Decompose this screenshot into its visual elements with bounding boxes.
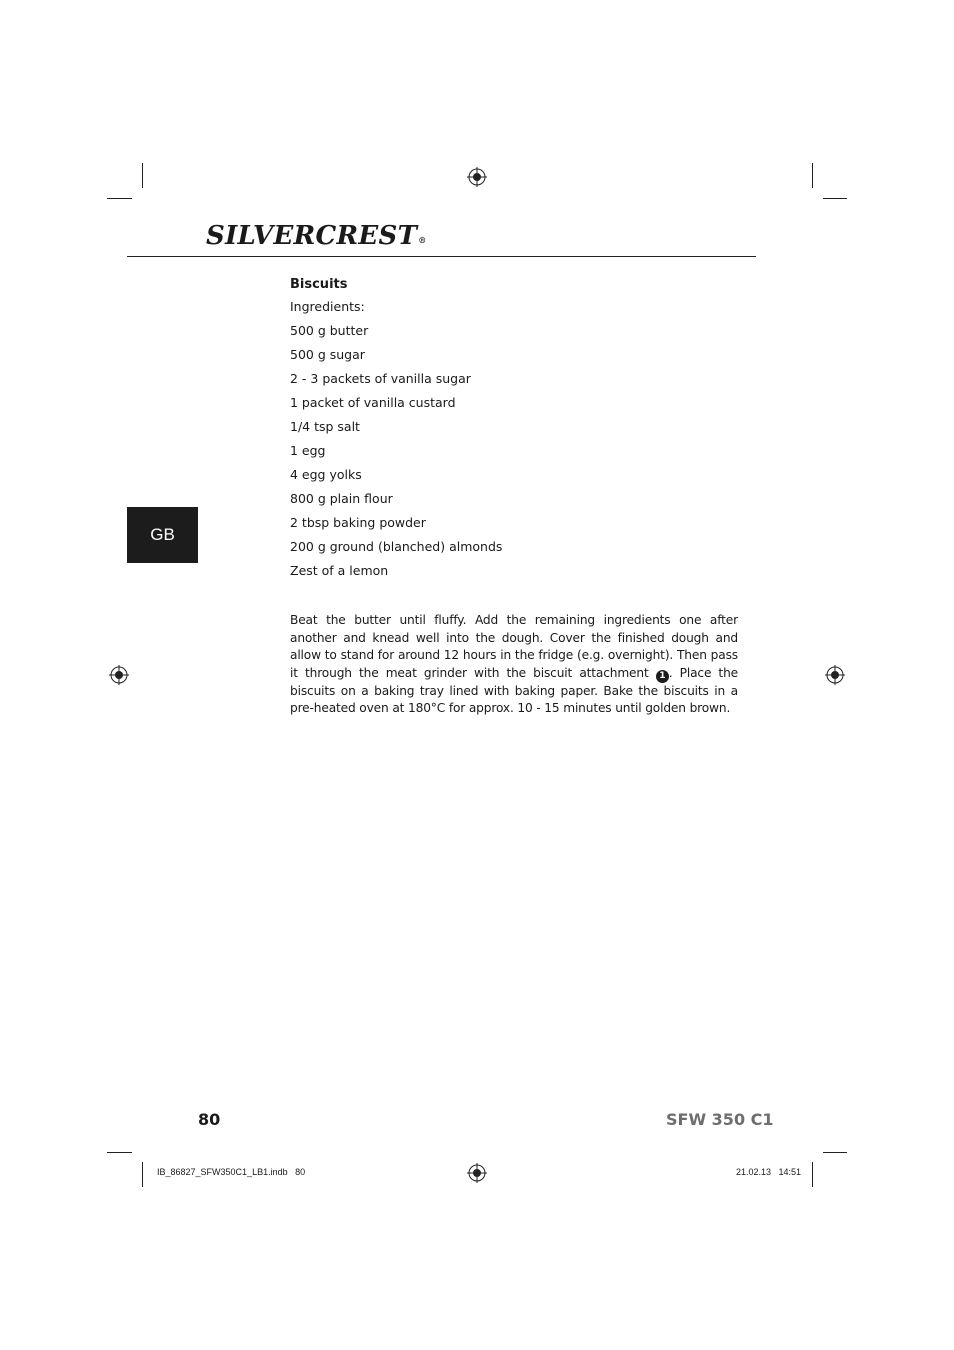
brand-name: SILVERCREST xyxy=(206,221,418,251)
registration-mark-icon xyxy=(467,1163,487,1183)
method-text-part2: . Place the biscuits on a baking tray lined with baking paper. Bake the biscuits in a pre-heated oven at 180°C for approx. 10 - 15 minutes until golden brown. xyxy=(290,665,738,715)
method-text-part1: Beat the butter until fluffy. Add the remaining ingredients one after another and knead well into the dough. Cover the finished dough and allow to stand for around 12 hours in the fridge (e.g. overnight). Then pass it through the meat grinder with the biscuit attachment xyxy=(290,613,738,680)
ingredient-item: 800 g plain flour xyxy=(290,491,393,506)
ingredients-label: Ingredients: xyxy=(290,299,365,314)
recipe-method xyxy=(290,612,738,718)
language-tab-label: GB xyxy=(150,525,175,544)
model-number: SFW 350 C1 xyxy=(666,1110,774,1129)
figure-reference-icon: 1 xyxy=(656,670,669,683)
slug-file-info: IB_86827_SFW350C1_LB1.indb 80 xyxy=(157,1167,306,1177)
recipe-section xyxy=(290,276,740,587)
crop-mark xyxy=(142,1162,143,1187)
language-tab xyxy=(127,507,198,563)
registration-mark-icon xyxy=(825,665,845,685)
slug-timestamp: 21.02.13 14:51 xyxy=(736,1167,802,1177)
ingredient-item: 2 - 3 packets of vanilla sugar xyxy=(290,371,471,386)
page-number: 80 xyxy=(198,1110,221,1129)
recipe-title: Biscuits xyxy=(290,277,348,292)
crop-mark xyxy=(107,1152,132,1153)
crop-mark xyxy=(812,163,813,188)
ingredient-item: 1 egg xyxy=(290,443,326,458)
ingredient-item: 500 g butter xyxy=(290,323,369,338)
ingredient-item: Zest of a lemon xyxy=(290,563,389,578)
ingredient-item: 500 g sugar xyxy=(290,347,365,362)
crop-mark xyxy=(823,198,847,199)
header-rule xyxy=(127,256,756,257)
ingredient-item: 200 g ground (blanched) almonds xyxy=(290,539,503,554)
crop-mark xyxy=(107,198,132,199)
crop-mark xyxy=(142,163,143,188)
crop-mark xyxy=(823,1152,847,1153)
registration-mark-icon xyxy=(109,665,129,685)
ingredient-item: 1 packet of vanilla custard xyxy=(290,395,456,410)
ingredient-item: 1/4 tsp salt xyxy=(290,419,360,434)
ingredient-item: 4 egg yolks xyxy=(290,467,362,482)
brand-registered-mark: ® xyxy=(418,235,427,245)
ingredient-item: 2 tbsp baking powder xyxy=(290,515,426,530)
crop-mark xyxy=(812,1162,813,1187)
brand-logo xyxy=(206,221,427,251)
registration-mark-icon xyxy=(467,167,487,187)
